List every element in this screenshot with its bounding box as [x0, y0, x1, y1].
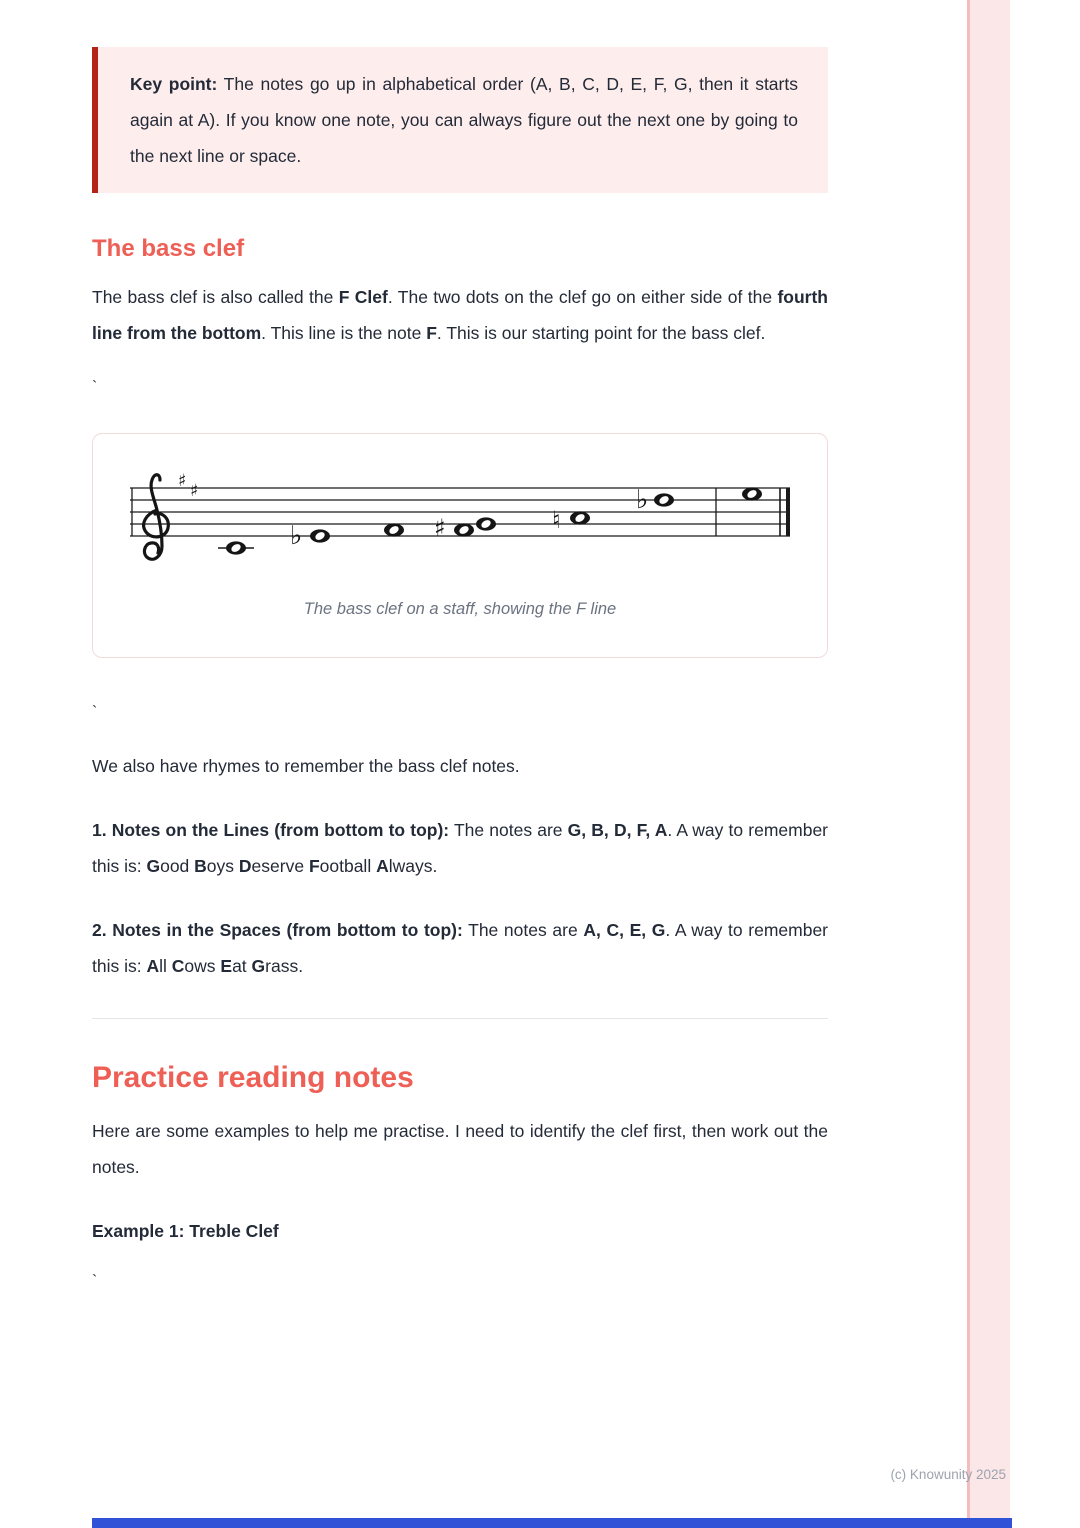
sharp-key-sig-2: ♯: [190, 481, 199, 501]
markdown-tick: `: [92, 704, 98, 721]
sharp-key-sig-1: ♯: [178, 471, 187, 491]
bass-clef-heading: The bass clef: [92, 235, 245, 262]
section-divider: [92, 1018, 828, 1019]
footer-bar: [92, 1518, 1012, 1528]
example1-label: Example 1: Treble Clef: [92, 1221, 279, 1241]
markdown-tick: `: [92, 379, 98, 396]
staff-figure-card: [92, 433, 828, 658]
flat-accidental-2: ♭: [636, 485, 649, 515]
flat-accidental-1: ♭: [290, 521, 303, 551]
key-point-callout: [92, 47, 828, 193]
right-edge-strip: [967, 0, 1010, 1528]
music-staff-svg: [124, 466, 796, 570]
practice-heading: Practice reading notes: [92, 1061, 414, 1094]
bass-clef-intro: The bass clef is also called the F Clef. The two dots on the clef go on either side of the fourth line from the bottom. This line is the note F. This is our starting point for the bass clef.: [92, 287, 828, 343]
figure-caption: The bass clef on a staff, showing the F line: [303, 600, 617, 618]
key-point-text: Key point: The notes go up in alphabetical order (A, B, C, D, E, F, G, then it starts again at A). If you know one note, you can always figure out the next one by going to the next line or space.: [130, 74, 798, 166]
content-column: [92, 0, 828, 1317]
lines-rhyme: 1. Notes on the Lines (from bottom to top): The notes are G, B, D, F, A. A way to remember this is: Good Boys Deserve Football Always.: [92, 820, 828, 876]
spaces-rhyme: 2. Notes in the Spaces (from bottom to top): The notes are A, C, E, G. A way to remember this is: All Cows Eat Grass.: [92, 920, 829, 976]
music-staff-image: [121, 466, 799, 570]
practice-intro: Here are some examples to help me practise. I need to identify the clef first, then work out the notes.: [92, 1121, 828, 1177]
natural-accidental: ♮: [552, 506, 561, 534]
markdown-tick: `: [92, 1273, 98, 1290]
sharp-accidental: ♯: [434, 514, 446, 542]
rhymes-intro: We also have rhymes to remember the bass clef notes.: [92, 756, 520, 776]
footer-credit: (c) Knowunity 2025: [890, 1467, 1006, 1482]
